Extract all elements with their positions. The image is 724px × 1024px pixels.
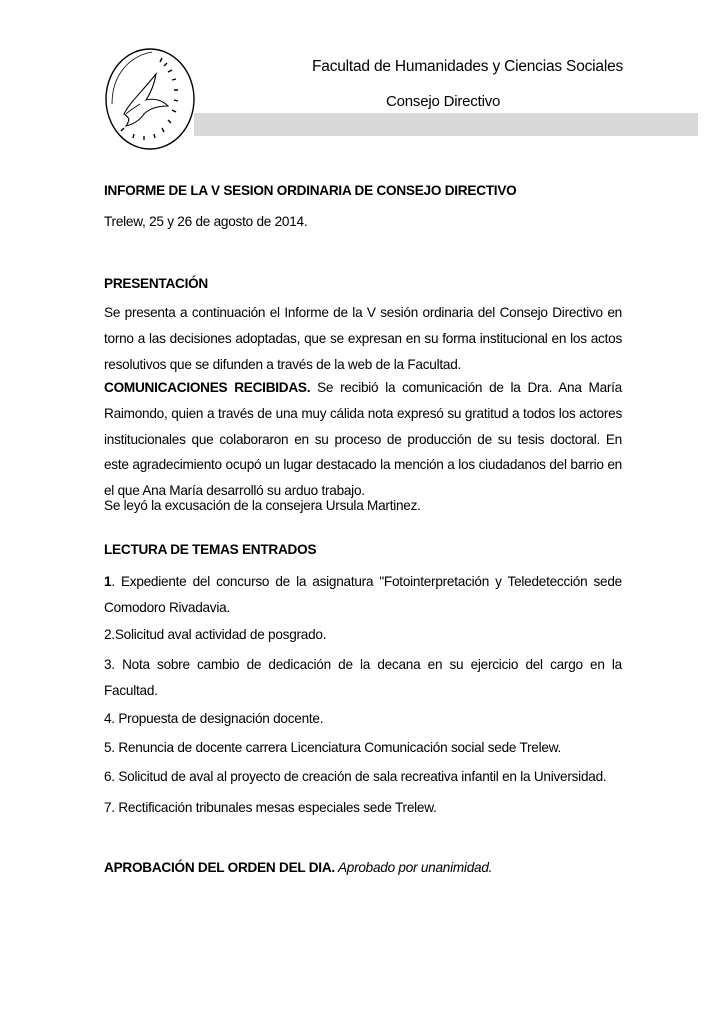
tema-item-1 — [104, 569, 622, 621]
tema-item-5: 5. Renuncia de docente carrera Licenciatura Comunicación social sede Trelew. — [104, 740, 562, 755]
comunicaciones-text: Se recibió la comunicación de la Dra. Ana María Raimondo, quien a través de una muy cálida nota expresó su gratitud a todos los actores institucionales que colaboraron en su proceso de producción de su tesis doctoral. En este agradecimiento ocupó un lugar destacado la mención a los ciudadanos del barrio en el que Ana María desarrolló su arduo trabajo. — [104, 380, 622, 499]
report-place-date: Trelew, 25 y 26 de agosto de 2014. — [104, 214, 308, 229]
tema-item-7: 7. Rectificación tribunales mesas especiales sede Trelew. — [104, 800, 437, 815]
faculty-name: Facultad de Humanidades y Ciencias Sociales — [312, 58, 624, 75]
comunicaciones-heading: COMUNICACIONES RECIBIDAS. — [104, 380, 311, 395]
tema-item-4: 4. Propuesta de designación docente. — [104, 711, 324, 726]
aprobacion-result: Aprobado por unanimidad. — [334, 860, 493, 875]
tema-item-1-number: 1 — [104, 574, 112, 589]
presentacion-paragraph: Se presenta a continuación el Informe de la V sesión ordinaria del Consejo Directivo en torno a las decisiones adoptadas, que se expresan en su forma institucional en los actos resolutivos que se difunden a través de la web de la Facultad. — [104, 305, 622, 372]
report-title: INFORME DE LA V SESION ORDINARIA DE CONSEJO DIRECTIVO — [104, 183, 517, 198]
tema-item-3: 3. Nota sobre cambio de dedicación de la decana en su ejercicio del cargo en la Facultad. — [104, 657, 622, 698]
temas-heading: LECTURA DE TEMAS ENTRADOS — [104, 542, 317, 557]
university-seal-logo — [100, 44, 200, 154]
header-bar — [194, 113, 698, 136]
comunicaciones-paragraph — [104, 375, 622, 504]
tema-item-6: 6. Solicitud de aval al proyecto de creación de sala recreativa infantil en la Universidad. — [104, 769, 607, 784]
presentacion-heading: PRESENTACIÓN — [104, 276, 208, 291]
aprobacion-heading: APROBACIÓN DEL ORDEN DEL DIA. — [104, 860, 335, 875]
excusacion-line: Se leyó la excusación de la consejera Ursula Martinez. — [104, 498, 421, 513]
tema-item-2: 2.Solicitud aval actividad de posgrado. — [104, 627, 327, 642]
tema-item-1-text: . Expediente del concurso de la asignatura "Fotointerpretación y Teledetección sede Comodoro Rivadavia. — [104, 574, 622, 615]
aprobacion-line — [104, 860, 492, 875]
council-name: Consejo Directivo — [386, 93, 501, 110]
